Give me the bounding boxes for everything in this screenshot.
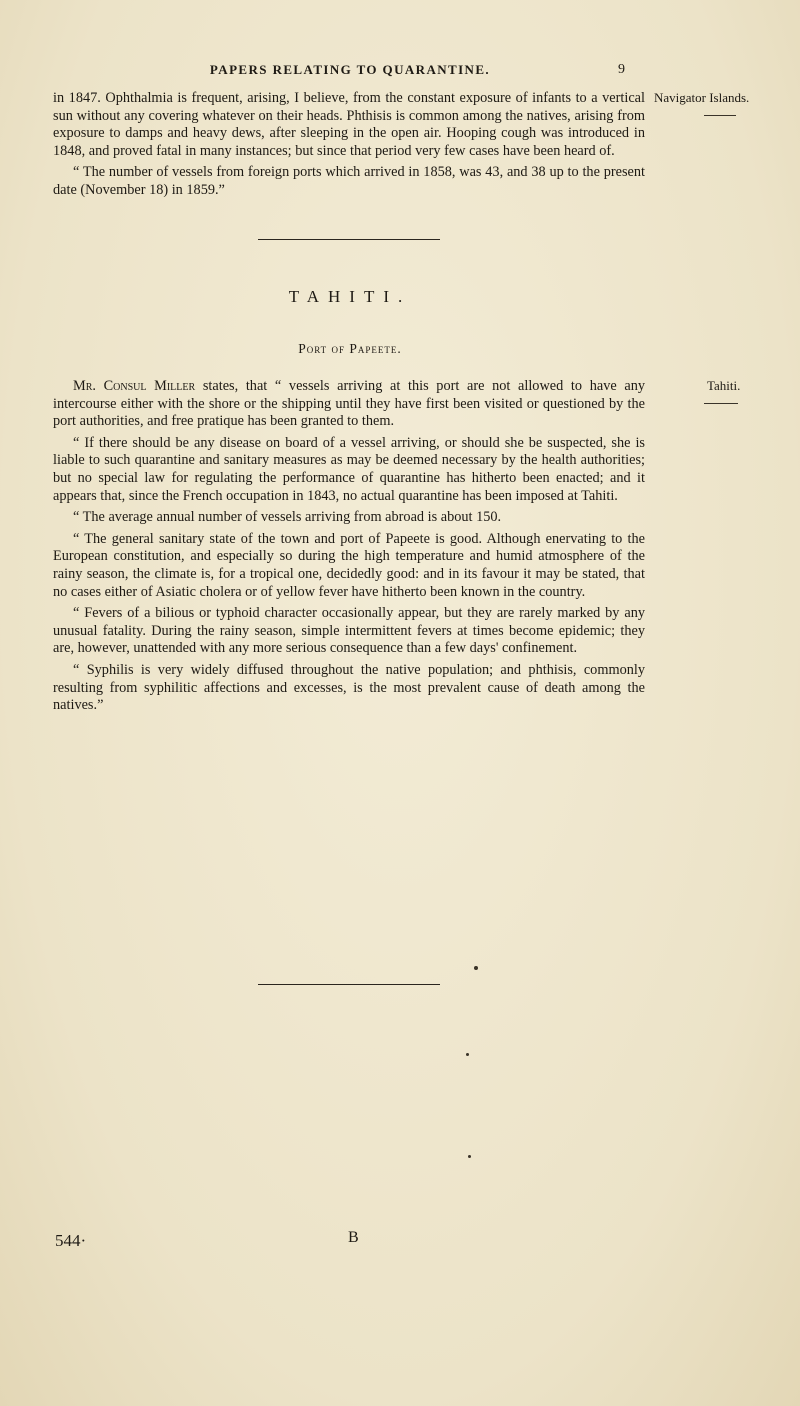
ink-speck — [468, 1155, 471, 1158]
running-head: PAPERS RELATING TO QUARANTINE. — [209, 62, 491, 77]
paragraph: “ Syphilis is very widely diffused throughout the native population; and phthisis, commonly resulting from syphilitic affections and excesses, is the most prevalent cause of death among the natives.” — [53, 661, 645, 714]
paragraph: states, that “ vessels arriving at this port are not allowed to have any intercourse either with the shore or the shipping until they have first been visited or questioned by the port authorities, and free pratique has been granted to them. — [53, 378, 645, 430]
paragraph: in 1847. Ophthalmia is frequent, arising, I believe, from the constant exposure of infants to a vertical sun without any covering whatever on their heads. Phthisis is common among the natives, arising from exposure to damps and heavy dews, after sleeping in the open air. Hooping cough was introduced in 1848, and proved fatal in many instances; but since that period very few cases have been heard of. — [53, 90, 645, 159]
ink-speck — [474, 966, 478, 970]
tahiti-text — [53, 378, 645, 719]
section-divider — [258, 239, 440, 240]
margin-rule — [704, 403, 738, 404]
section-title: TAHITI. — [288, 287, 412, 306]
paragraph: “ The general sanitary state of the town and port of Papeete is good. Although enervating to the European constitution, and especially so during the high temperature and humid atmosphere of the rainy season, the climate is, for a tropical one, decidedly good: and in its favour it may be stated, that no cases either of Asiatic cholera or of yellow fever have hitherto been known in the country. — [53, 530, 645, 600]
margin-note-navigator: Navigator Islands. — [654, 90, 750, 105]
end-divider — [258, 984, 440, 985]
paragraph: “ The number of vessels from foreign ports which arrived in 1858, was 43, and 38 up to the present date (November 18) in 1859.” — [53, 164, 645, 198]
paragraph: “ The average annual number of vessels arriving from abroad is about 150. — [73, 509, 502, 526]
paragraph: “ Fevers of a bilious or typhoid character occasionally appear, but they are rarely marked by any unusual fatality. During the rainy season, simple intermittent fevers at times become epidemic; they are, however, unattended with any more serious consequence than a few days' confinement. — [53, 605, 645, 657]
margin-note-tahiti: Tahiti. — [707, 378, 741, 393]
page-number: 9 — [618, 62, 625, 77]
subsection-title: Port of Papeete. — [298, 341, 402, 356]
paragraph: “ If there should be any disease on board of a vessel arriving, or should she be suspected, she is liable to such quarantine and sanitary measures as may be deemed necessary by the health authorities; but no special law for regulating the performance of quarantine has hitherto been enacted; and it appears that, since the French occupation in 1843, no actual quarantine has been imposed at Tahiti. — [53, 434, 645, 504]
sheet-number: 544· — [55, 1231, 87, 1250]
navigator-islands-text — [53, 90, 645, 204]
margin-rule — [704, 115, 736, 116]
consul-name: Mr. Consul Miller — [73, 378, 196, 394]
ink-speck — [466, 1053, 469, 1056]
signature-mark: B — [348, 1229, 359, 1246]
